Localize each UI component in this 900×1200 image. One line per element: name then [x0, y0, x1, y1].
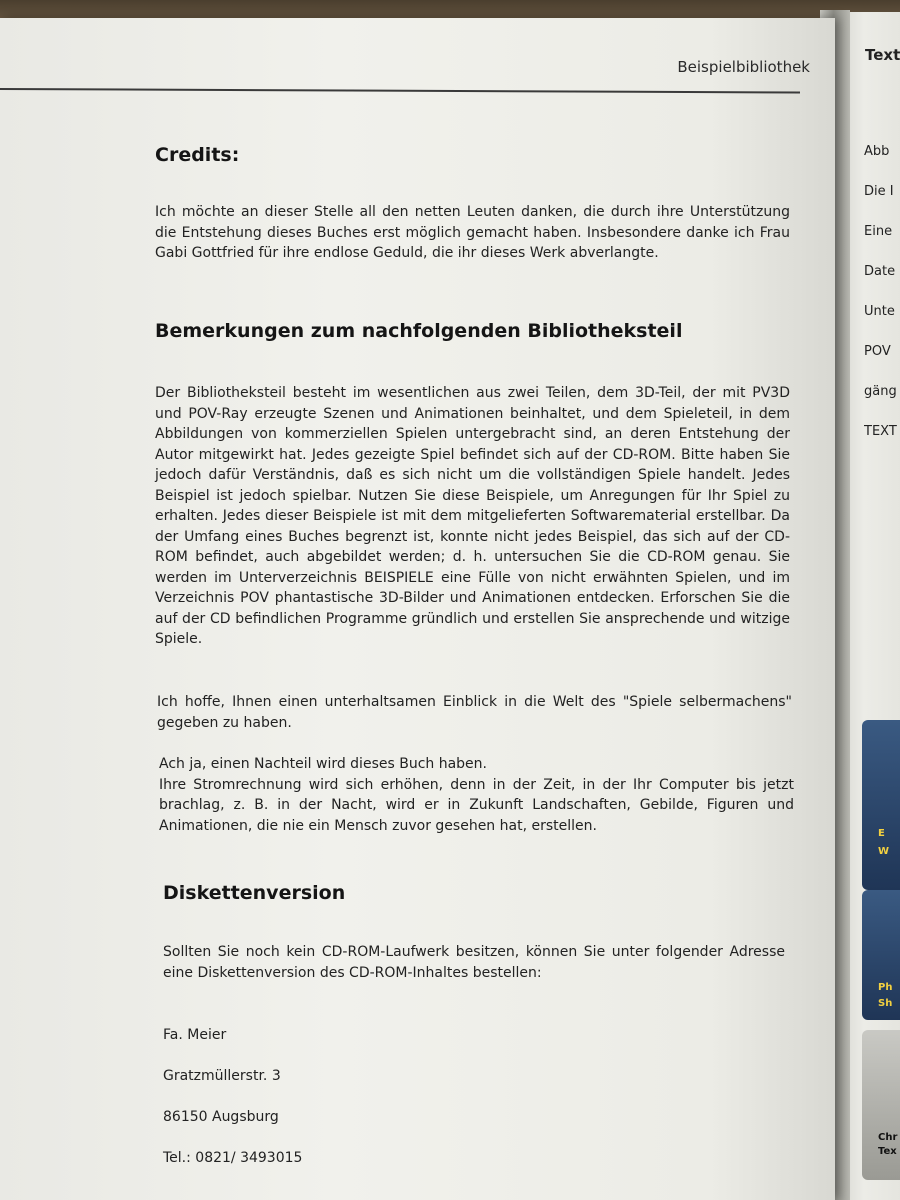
right-line: Unte — [864, 304, 895, 319]
right-line: Die I — [864, 184, 894, 199]
right-line: gäng — [864, 384, 897, 399]
address-street: Gratzmüllerstr. 3 — [163, 1067, 281, 1084]
thumb-label: Sh — [878, 998, 893, 1009]
right-page-lines — [864, 122, 900, 462]
bemerkungen-paragraph-1: Der Bibliotheksteil besteht im wesentlichen aus zwei Teilen, dem 3D-Teil, der mit PV3D und POV-Ray erzeugte Szenen und Animationen beinhaltet, und dem Spieleteil, in dem Abbildungen von kommerziellen Spielen untergebracht sind, an deren Entstehung der Autor mitgewirkt hat. Jedes gezeigte Spiel befindet sich auf der CD-ROM. Bitte haben Sie jedoch dafür Verständnis, daß es sich nicht um die vollständigen Spiele handelt. Jedes Beispiel ist jedoch spielbar. Nutzen Sie diese Beispiele, um Anregungen für Ihr Spiel zu erhalten. Jedes dieser Beispiele ist mit dem mitgelieferten Softwarematerial erstellbar. Da der Umfang eines Buches begrenzt ist, konnte nicht jedes Beispiel, das sich auf der CD-ROM befindet, auch abgebildet werden; d. h. untersuchen Sie die CD-ROM genau. Sie werden im Unterverzeichnis BEISPIELE eine Fülle von nicht erwähnten Spielen, und im Verzeichnis POV phantastische 3D-Bilder und Animationen entdecken. Erforschen Sie die auf der CD befindlichen Programme gründlich und erstellen Sie ansprechende und witzige Spiele. — [155, 385, 790, 647]
thumbnail-image — [862, 1030, 900, 1180]
right-line: Date — [864, 264, 896, 279]
bemerkungen-paragraph-2: Ich hoffe, Ihnen einen unterhaltsamen Einblick in die Welt des "Spiele selbermachens" gegeben zu haben. — [157, 694, 792, 731]
thumb-label: Ph — [878, 982, 893, 993]
address-phone: Tel.: 0821/ 3493015 — [163, 1149, 303, 1166]
right-line: TEXT — [864, 424, 897, 439]
right-page-heading: Text — [865, 46, 900, 64]
diskettenversion-paragraph: Sollten Sie noch kein CD-ROM-Laufwerk besitzen, können Sie unter folgender Adresse eine Diskettenversion des CD-ROM-Inhaltes bestellen: — [163, 944, 785, 981]
thumbnail-image — [862, 720, 900, 890]
address-city: 86150 Augsburg — [163, 1108, 279, 1125]
heading-bemerkungen: Bemerkungen zum nachfolgenden Bibliotheksteil — [155, 320, 683, 342]
credits-paragraph: Ich möchte an dieser Stelle all den netten Leuten danken, die durch ihre Unterstützung die Entstehung dieses Buches erst möglich gemacht haben. Insbesondere danke ich Frau Gabi Gottfried für ihre endlose Geduld, die ihr dieses Werk abverlangte. — [155, 204, 790, 261]
bemerkungen-paragraph-3: Ach ja, einen Nachteil wird dieses Buch haben. Ihre Stromrechnung wird sich erhöhen, denn in der Zeit, in der Ihr Computer bis jetzt brachlag, z. B. in der Nacht, wird er in Zukunft Landschaften, Gebilde, Figuren und Animationen, die nie ein Mensch zuvor gesehen hat, erstellen. — [159, 756, 794, 834]
thumb-label: Tex — [878, 1146, 897, 1157]
right-line: Eine — [864, 224, 893, 239]
thumb-label: E — [878, 828, 885, 839]
right-line: POV — [864, 344, 891, 359]
thumb-label: W — [878, 846, 890, 857]
right-line: Abb — [864, 144, 890, 159]
thumb-label: Chr — [878, 1132, 898, 1143]
heading-diskettenversion: Diskettenversion — [163, 882, 346, 904]
running-head: Beispielbibliothek — [677, 58, 810, 76]
address-block — [163, 1004, 302, 1189]
heading-credits: Credits: — [155, 144, 240, 166]
address-name: Fa. Meier — [163, 1026, 227, 1043]
